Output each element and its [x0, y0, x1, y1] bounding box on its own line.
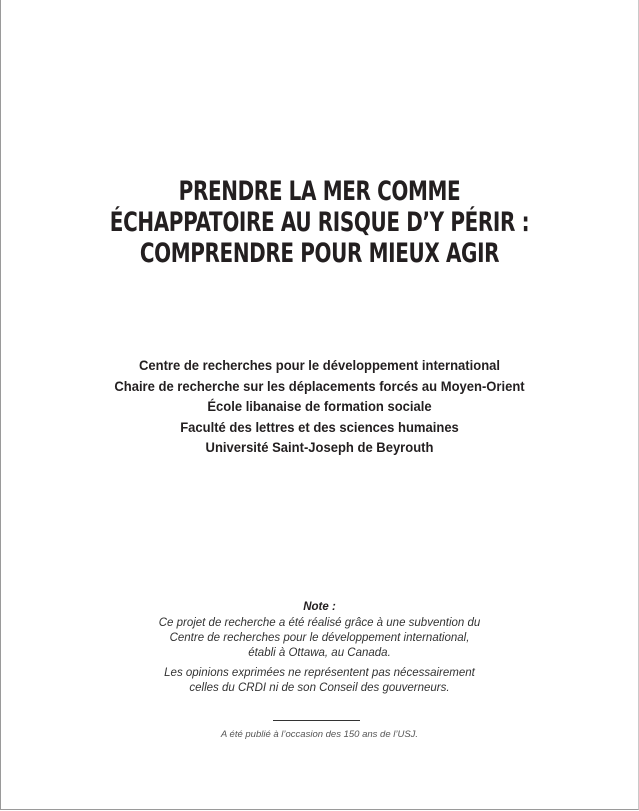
document-title: [0, 176, 639, 269]
institution-elfs: École libanaise de formation sociale: [207, 398, 432, 414]
note-label: Note :: [303, 601, 336, 613]
publication-footnote: A été publié à l’occasion des 150 ans de l’USJ.: [220, 729, 419, 740]
note-paragraph-2: [0, 666, 639, 696]
institution-faculte: Faculté des lettres et des sciences humaines: [180, 418, 459, 435]
note-paragraph-1: [0, 616, 639, 661]
footnote-divider: [273, 720, 360, 721]
institutions-list: [0, 355, 639, 458]
institution-crdi: Centre de recherches pour le développement international: [138, 357, 501, 373]
institution-chaire: Chaire de recherche sur les déplacements forcés au Moyen-Orient: [114, 377, 525, 394]
note-block: [0, 600, 639, 696]
note-p1-line-1: Ce projet de recherche a été réalisé grâce à une subvention du: [158, 617, 481, 629]
title-line-3: COMPRENDRE POUR MIEUX AGIR: [139, 238, 500, 269]
note-p2-line-2: celles du CRDI ni de son Conseil des gouverneurs.: [189, 682, 450, 694]
title-line-1: PRENDRE LA MER COMME: [178, 176, 461, 207]
note-p1-line-2: Centre de recherches pour le développement international,: [169, 632, 470, 644]
note-p1-line-3: établi à Ottawa, au Canada.: [248, 647, 391, 659]
institution-usj: Université Saint-Joseph de Beyrouth: [205, 439, 434, 455]
title-line-2: ÉCHAPPATOIRE AU RISQUE D’Y PÉRIR :: [109, 207, 530, 238]
note-p2-line-1: Les opinions exprimées ne représentent pas nécessairement: [164, 667, 475, 679]
